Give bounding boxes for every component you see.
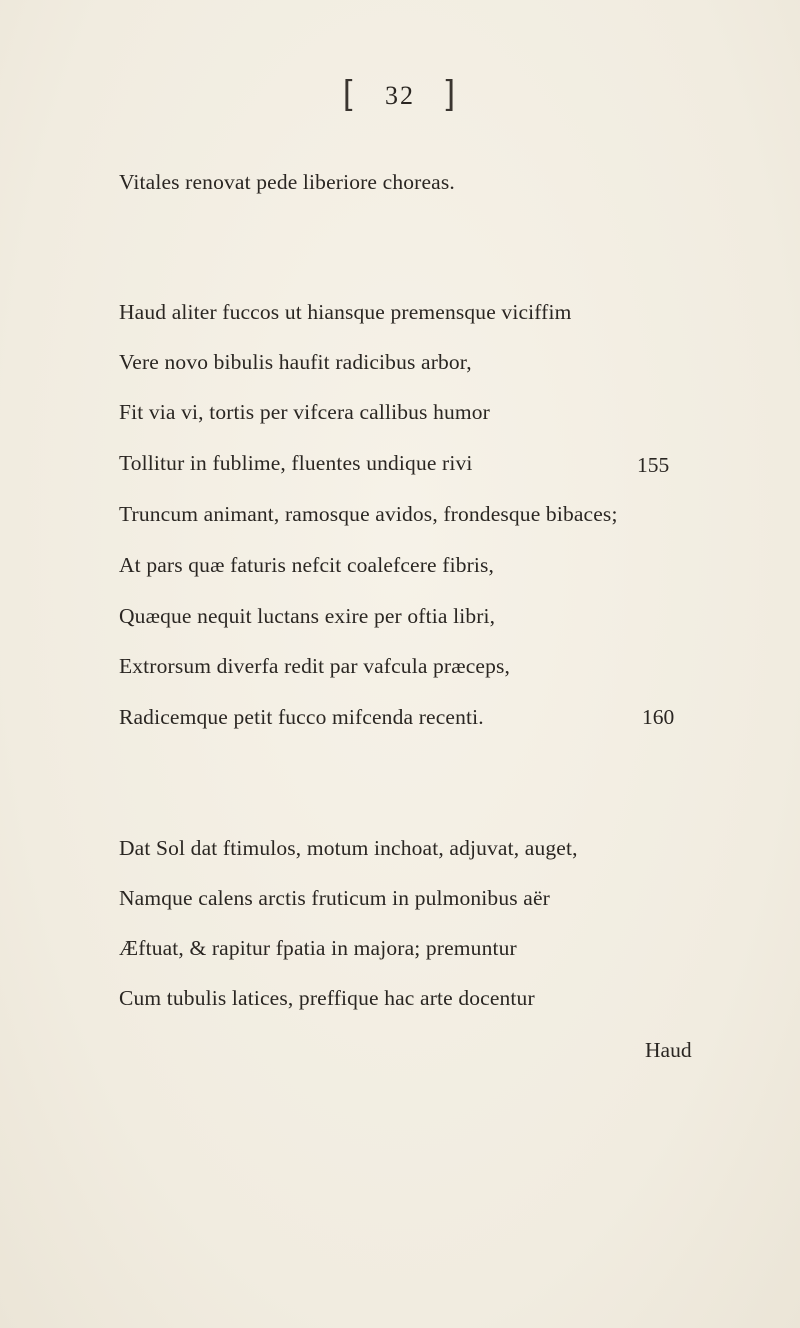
line-number-155: 155 (637, 453, 670, 477)
verse-line: Vere novo bibulis haufit radicibus arbor, (119, 350, 472, 374)
catchword: Haud (645, 1038, 692, 1062)
verse-line: Radicemque petit fucco mifcenda recenti. (119, 705, 484, 729)
verse-line: Extrorsum diverfa redit par vafcula præceps, (119, 654, 511, 678)
page-header (0, 74, 800, 113)
verse-line: Truncum animant, ramosque avidos, frondesque bibaces; (119, 502, 618, 526)
verse-line: Fit via vi, tortis per vifcera callibus humor (119, 400, 490, 424)
verse-line: Quæque nequit luctans exire per oftia libri, (119, 604, 496, 628)
page-number: 32 (385, 81, 415, 110)
opening-line: Vitales renovat pede liberiore choreas. (119, 170, 455, 194)
verse-line: Haud aliter fuccos ut hiansque premensque viciffim (119, 300, 572, 324)
verse-line: Æftuat, & rapitur fpatia in majora; premuntur (119, 936, 517, 960)
verse-line: Cum tubulis latices, preffique hac arte docentur (119, 986, 535, 1010)
verse-line: Namque calens arctis fruticum in pulmonibus aër (119, 886, 550, 910)
verse-line: Tollitur in fublime, fluentes undique rivi (119, 451, 473, 475)
right-bracket: ] (445, 74, 457, 112)
left-bracket: [ (343, 74, 355, 112)
verse-line: Dat Sol dat ftimulos, motum inchoat, adjuvat, auget, (119, 836, 578, 860)
line-number-160: 160 (642, 705, 675, 729)
verse-line: At pars quæ faturis nefcit coalefcere fibris, (119, 553, 495, 577)
